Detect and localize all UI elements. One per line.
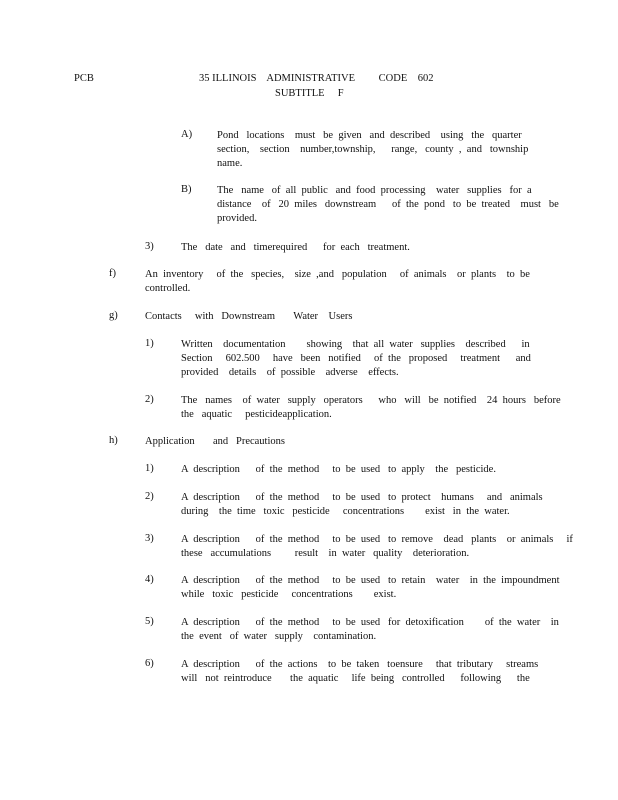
item-text	[217, 184, 559, 225]
text-line: distance of 20 miles downstream of the pond to be treated must be	[217, 198, 559, 210]
text-line: The date and timerequired for each treatment.	[181, 242, 410, 253]
item-label: 2)	[145, 394, 154, 405]
text-line: Section 602.500 have been notified of the proposed treatment and	[181, 352, 531, 364]
item-text	[181, 241, 410, 255]
text-line: A description of the actions to be taken toensure that tributary streams	[181, 659, 539, 670]
item-text	[217, 129, 528, 170]
item-label: 4)	[145, 574, 154, 585]
header-subtitle: SUBTITLE F	[275, 88, 344, 99]
item-label: f)	[109, 268, 116, 279]
item-text	[145, 310, 352, 324]
text-line: name.	[217, 157, 243, 169]
item-text	[181, 491, 543, 519]
item-text	[181, 338, 531, 379]
item-text	[181, 394, 561, 422]
item-text	[181, 658, 538, 686]
text-line: The names of water supply operators who will be notified 24 hours before	[181, 395, 561, 406]
text-line: will not reintroduce the aquatic life being controlled following the	[181, 672, 530, 684]
text-line: A description of the method to be used for detoxification of the water in	[181, 617, 559, 628]
text-line: A description of the method to be used to remove dead plants or animals if	[181, 534, 573, 545]
text-line: during the time toxic pesticide concentrations exist in the water.	[181, 505, 510, 517]
text-line: Contacts with Downstream Water Users	[145, 311, 353, 322]
item-label: 6)	[145, 658, 154, 669]
text-line: The name of all public and food processing water supplies for a	[217, 185, 532, 196]
item-text	[181, 574, 560, 602]
item-text	[145, 268, 530, 296]
item-label: 2)	[145, 491, 154, 502]
text-line: these accumulations result in water quality deterioration.	[181, 547, 470, 559]
text-line: provided details of possible adverse effects.	[181, 366, 399, 378]
item-label: 1)	[145, 463, 154, 474]
text-line: Pond locations must be given and described using the quarter	[217, 130, 522, 141]
item-text	[181, 533, 573, 561]
text-line: provided.	[217, 212, 257, 224]
item-label: 1)	[145, 338, 154, 349]
text-line: An inventory of the species, size ,and population of animals or plants to be	[145, 269, 530, 280]
item-text	[181, 616, 559, 644]
text-line: section, section number,township, range, county , and township	[217, 143, 529, 155]
item-label: 3)	[145, 533, 154, 544]
item-text	[145, 435, 285, 449]
item-text	[181, 463, 496, 477]
item-label: 3)	[145, 241, 154, 252]
text-line: Written documentation showing that all water supplies described in	[181, 339, 530, 350]
text-line: Application and Precautions	[145, 436, 285, 447]
text-line: controlled.	[145, 282, 191, 294]
item-label: 5)	[145, 616, 154, 627]
item-label: A)	[181, 129, 193, 140]
text-line: A description of the method to be used to retain water in the impoundment	[181, 575, 560, 586]
text-line: while toxic pesticide concentrations exist.	[181, 588, 397, 600]
header-agency: PCB	[74, 73, 94, 84]
text-line: A description of the method to be used to apply the pesticide.	[181, 464, 496, 475]
item-label: g)	[109, 310, 118, 321]
item-label: h)	[109, 435, 118, 446]
item-label: B)	[181, 184, 192, 195]
text-line: A description of the method to be used to protect humans and animals	[181, 492, 543, 503]
header-title: 35 ILLINOIS ADMINISTRATIVE CODE 602	[199, 73, 434, 84]
text-line: the aquatic pesticideapplication.	[181, 408, 332, 420]
text-line: the event of water supply contamination.	[181, 630, 377, 642]
